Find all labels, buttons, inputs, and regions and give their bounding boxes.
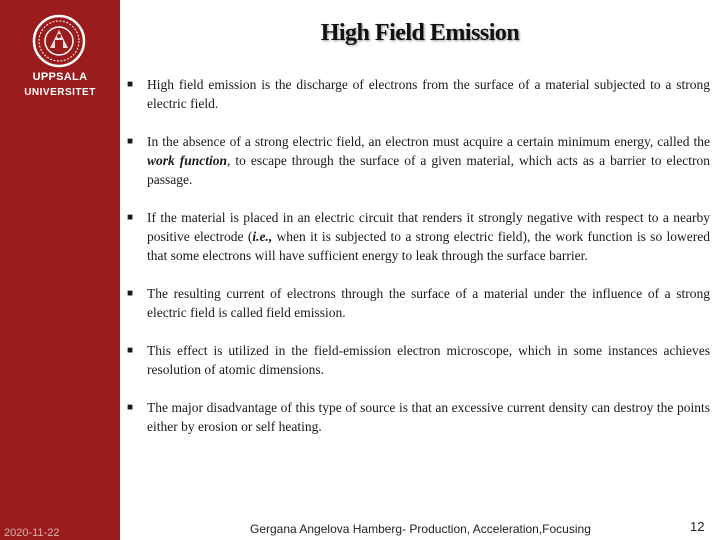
bullet-item — [127, 341, 710, 379]
bullet-item — [127, 398, 710, 436]
bullet-list — [127, 75, 710, 436]
bullet-text: The resulting current of electrons through the surface of a material under the influence of a strong electric field is called field emission. — [147, 286, 710, 320]
bullet-square-icon: ■ — [127, 136, 134, 147]
bullet-emphasis: i.e., — [252, 229, 273, 244]
logo-text-uppsala: UPPSALA — [32, 71, 88, 83]
bullet-square-icon: ■ — [127, 345, 134, 356]
bullet-text: The major disadvantage of this type of source is that an excessive current density can destroy the points either by erosion or self heating. — [147, 400, 710, 434]
bullet-text: If the material is placed in an electric circuit that renders it strongly negative with respect to a nearby positive electrode ( — [147, 210, 710, 244]
page-number: 12 — [690, 519, 705, 534]
bullet-text: In the absence of a strong electric field, an electron must acquire a certain minimum energy, called the — [147, 134, 710, 149]
bullet-square-icon: ■ — [127, 212, 134, 223]
bullet-item — [127, 75, 710, 113]
bullet-square-icon: ■ — [127, 79, 134, 90]
university-seal-logo — [32, 14, 86, 68]
bullet-text: High field emission is the discharge of electrons from the surface of a material subjected to a strong electric field. — [147, 77, 710, 111]
logo-text-universitet: UNIVERSITET — [24, 87, 96, 98]
bullet-text: , to escape through the surface of a given material, which acts as a barrier to electron passage. — [147, 153, 710, 187]
slide-title: High Field Emission — [320, 20, 520, 46]
bullet-item — [127, 284, 710, 322]
bullet-text: This effect is utilized in the field-emission electron microscope, which in some instances achieves resolution of atomic dimensions. — [147, 343, 710, 377]
slide-footer: Gergana Angelova Hamberg- Production, Acceleration,Focusing — [250, 522, 591, 536]
bullet-text: when it is subjected to a strong electric field), the work function is so lowered that some electrons will have sufficient energy to leak through the surface barrier. — [147, 229, 710, 263]
bullet-square-icon: ■ — [127, 402, 134, 413]
bullet-item — [127, 132, 710, 189]
bullet-item — [127, 208, 710, 265]
sidebar-band — [0, 0, 120, 540]
bullet-emphasis: work function — [147, 153, 228, 168]
bullet-square-icon: ■ — [127, 288, 134, 299]
slide-date: 2020-11-22 — [4, 527, 60, 539]
